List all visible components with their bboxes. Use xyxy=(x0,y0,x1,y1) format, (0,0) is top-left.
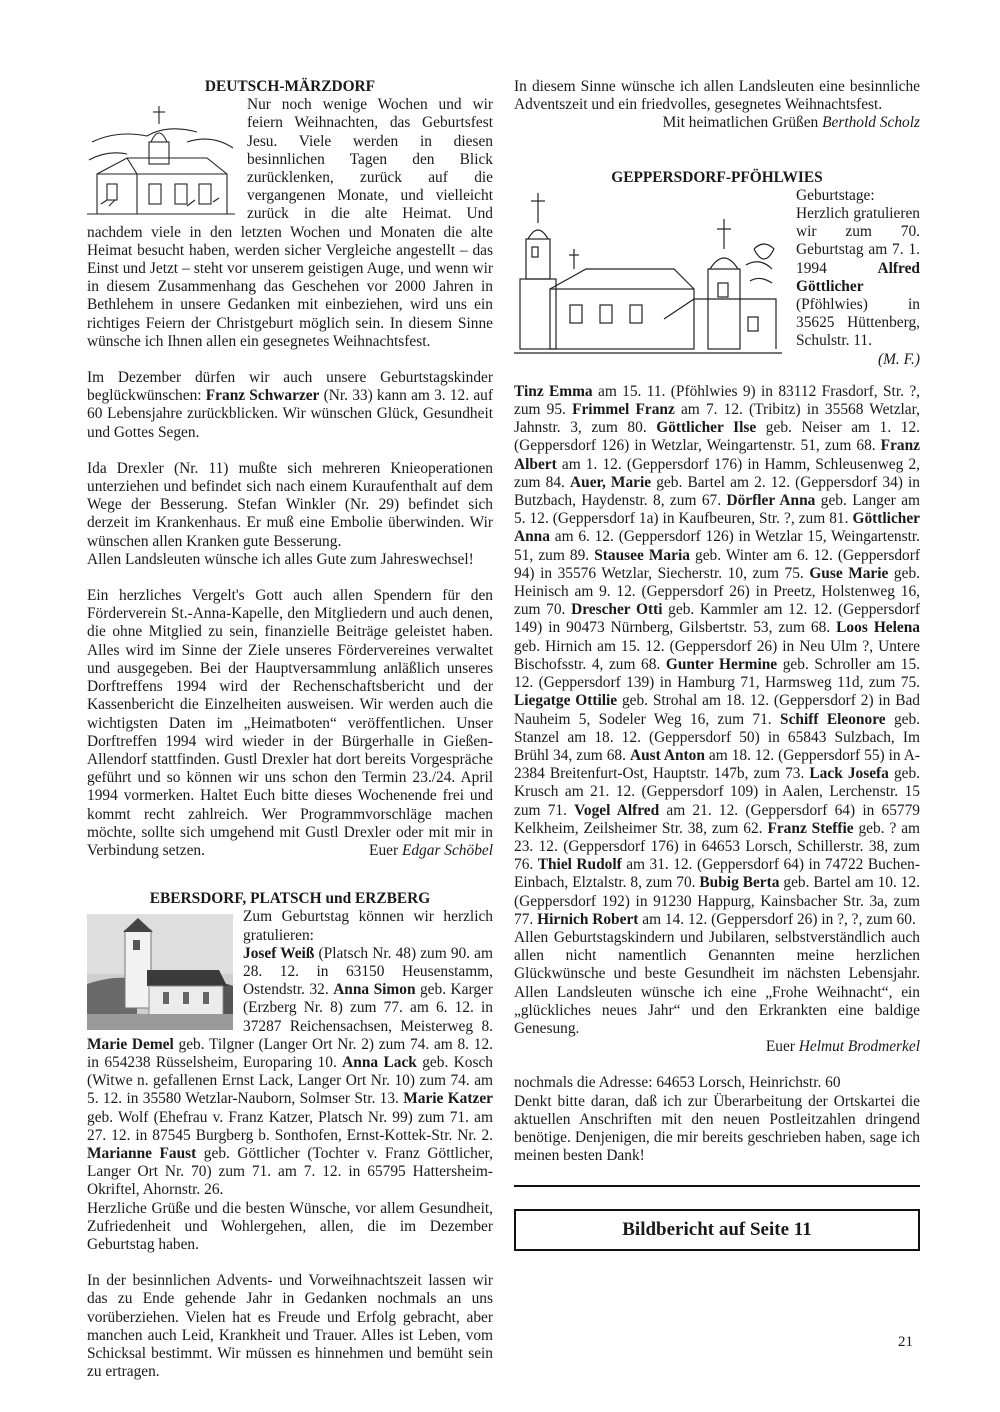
signature-name: Helmut Brodmerkel xyxy=(798,1038,920,1056)
signature-name: Edgar Schöbel xyxy=(401,841,493,859)
ebersdorf-signature: Mit heimatlichen Grüßen Berthold Scholz xyxy=(662,114,920,132)
geppersdorf-closing: Allen Geburtstagskindern und Jubilaren, selbstverständlich auch allen nicht namentlich Genannten meine herzlichen Glückwünsche und beste Gesundheit im nächsten Lebensjahr. Allen Landsleuten wünsche ich eine „Frohe Weihnacht“, ein „glückliches neues Jahr“ und den Erkrankten eine baldige Genesung. xyxy=(514,928,920,1037)
person-name: Anna Simon xyxy=(333,981,416,999)
person-name: Aust Anton xyxy=(629,746,705,764)
ebersdorf-birthday-list: Josef Weiß (Platsch Nr. 48) zum 90. am 28. 12. in 63150 Heusenstamm, Ostendstr. 32. Anna Simon geb. Karger (Erzberg Nr. 8) zum 77. am 6. 12. in 37287 Reichensachsen, Meisterweg 8. Marie Demel geb. Tilgner (Langer Ort Nr. 2) zum 74. am 8. 12. in 654238 Rüsselsheim, Europaring 10. Anna Lack geb. Kosch (Witwe n. gefallenen Ernst Lack, Langer Ort Nr. 10) zum 74. am 5. 12. in 35580 Wetzlar-Nauborn, Solmser Str. 13. Marie Katzer geb. Wolf (Ehefrau v. Franz Katzer, Platsch Nr. 99) zum 71. am 27. 12. in 87545 Burgberg b. Sonthofen, Ernst-Kottek-Str. Nr. 2. Marianne Faust geb. Göttlicher (Tochter v. Franz Göttlicher, Langer Ort Nr. 70) zum 71. am 7. 12. in 65795 Hattersheim-Okriftel, Ahornstr. 26. xyxy=(87,944,494,1199)
deutsch-intro-paragraph: Nur noch wenige Wochen und wir feiern Weihnachten, das Geburtsfest Jesu. Viele werden in diesen besinnlichen Tagen den Blick zurücklenken, zurück auf die vergangenen Monate, und vielleicht zurück in die alte Heimat. Und nachdem viele in den letzten Wochen und Monaten die alte Heimat besucht haben, werden sicher Vergleiche angestellt – das Einst und Jetzt – steht vor unserem geistigen Auge, und wenn wir in diesem Zusammenhang das Geschehen vor 2000 Jahren in Bethlehem in unsere Gedanken mit einbeziehen, wird uns ein richtiges Feiern der Christgeburt möglich sein. In diesem Sinne wünsche ich Ihnen allen ein gesegnetes Weihnachtsfest. xyxy=(87,96,493,350)
ebersdorf-advent-wishes: In diesem Sinne wünsche ich allen Landsleuten eine besinnliche Adventszeit und ein friedvolles, gesegnetes Weihnachtsfest. xyxy=(514,78,920,114)
divider xyxy=(514,1185,920,1187)
geppersdorf-intro: Geburtstage: Herzlich gratulieren wir zum 70. Geburtstag am 7. 1. 1994 Alfred Göttlicher (Pföhlwies) in 35625 Hüttenberg, Schulstr. 11. xyxy=(796,186,920,350)
person-name: Franz Schwarzer xyxy=(205,387,320,405)
page-number: 21 xyxy=(898,1334,913,1350)
person-name: Göttlicher Anna xyxy=(514,510,920,546)
geppersdorf-birthday-list: Tinz Emma am 15. 11. (Pföhlwies 9) in 83112 Frasdorf, Str. ?, zum 95. Frimmel Franz am 7. 12. (Tribitz) in 35568 Wetzlar, Jahnstr. 3, zum 80. Göttlicher Ilse geb. Neiser am 1. 12. (Geppersdorf 126) in Wetzlar, Weingartenstr. 51, zum 68. Franz Albert am 1. 12. (Geppersdorf 176) in Hamm, Schleusenweg 2, zum 84. Auer, Marie geb. Bartel am 2. 12. (Geppersdorf 34) in Butzbach, Haydenstr. 8, zum 67. Dörfler Anna geb. Langer am 5. 12. (Geppersdorf 1a) in Kaufbeuren, Str. ?, zum 81. Göttlicher Anna am 6. 12. (Geppersdorf 126) in Wetzlar 15, Weingartenstr. 51, zum 89. Stausee Maria geb. Winter am 6. 12. (Geppersdorf 94) in 35576 Wetzlar, Siecherstr. 10, zum 75. Guse Marie geb. Heinisch am 9. 12. (Geppersdorf 26) in Preetz, Holstenweg 16, zum 70. Drescher Otti geb. Kammler am 12. 12. (Geppersdorf 149) in 90473 Nürnberg, Gilsbertstr. 53, zum 68. Loos Helena geb. Hirnich am 15. 12. (Geppersdorf 26) in Neu Ulm ?, Untere Bischofsstr. 4, zum 68. Gunter Hermine geb. Schroller am 15. 12. (Geppersdorf 139) in Hamburg 71, Harmsweg 11d, zum 75. Liegatge Ottilie geb. Strohal am 18. 12. (Geppersdorf 2) in Bad Nauheim 5, Sodeler Weg 16, zum 71. Schiff Eleonore geb. Stanzel am 18. 12. (Geppersdorf 50) in 65843 Sulzbach, Im Brühl 34, zum 68. Aust Anton am 18. 12. (Geppersdorf 55) in A-2384 Breitenfurt-Ost, Hauptstr. 147b, zum 73. Lack Josefa geb. Krusch am 21. 12. (Geppersdorf 109) in Aalen, Lerchenstr. 15 zum 71. Vogel Alfred am 21. 12. (Geppersdorf 64) in 65779 Kelkheim, Zeilsheimer Str. 38, zum 62. Franz Steffie geb. ? am 23. 12. (Geppersdorf 176) in 64653 Lorsch, Schillerstr. 38, zum 76. Thiel Rudolf am 31. 12. (Geppersdorf 64) in 74722 Buchen-Einbach, Elztalstr. 8, zum 70. Bubig Berta geb. Bartel am 10. 12. (Geppersdorf 192) in 91230 Happurg, Kainsbacher Str. 3a, zum 77. Hirnich Robert am 14. 12. (Geppersdorf 26) in ?, ?, zum 60. xyxy=(514,382,921,928)
church-photo-image xyxy=(87,914,233,1030)
person-name: Guse Marie xyxy=(809,564,889,582)
person-name: Bubig Berta xyxy=(699,874,780,892)
signature-name: Berthold Scholz xyxy=(822,114,920,132)
person-name: Franz Albert xyxy=(514,437,920,473)
section-heading-geppersdorf: GEPPERSDORF-PFÖHLWIES xyxy=(611,168,823,186)
ebersdorf-closing: Herzliche Grüße und die besten Wünsche, vor allem Gesundheit, Zufriedenheit und Wohlergehen, allen, die im Dezember Geburtstag haben. xyxy=(87,1199,493,1253)
person-name: Hirnich Robert xyxy=(537,910,639,928)
person-name: Stausee Maria xyxy=(594,546,690,564)
person-name: Alfred Göttlicher xyxy=(796,259,920,295)
ebersdorf-advent-paragraph: In der besinnlichen Advents- und Vorweihnachtszeit lassen wir das zu Ende gehende Jahr in Gedanken nochmals an uns vorüberziehen. Vielen hat es Freude und Erfolg gebracht, aber manchen auch Leid, Krankheit und Trauer. Alles ist Leben, vom Schicksal bestimmt. Wir müssen es hinnehmen und bemüht sein zu ertragen. xyxy=(87,1272,493,1381)
person-name: Lack Josefa xyxy=(809,765,889,783)
person-name: Marie Katzer xyxy=(403,1090,493,1108)
village-sketch-image xyxy=(514,189,782,359)
geppersdorf-intro-signature: (M. F.) xyxy=(877,350,920,368)
person-name: Marie Demel xyxy=(87,1035,174,1053)
ebersdorf-intro: Zum Geburtstag können wir herzlich gratulieren: xyxy=(243,908,493,944)
person-name: Schiff Eleonore xyxy=(780,710,886,728)
person-name: Marianne Faust xyxy=(87,1144,197,1162)
person-name: Thiel Rudolf xyxy=(537,856,622,874)
section-heading-deutsch-maerzdorf: DEUTSCH-MÄRZDORF xyxy=(204,78,376,95)
person-name: Vogel Alfred xyxy=(574,801,660,819)
deutsch-foerderverein-paragraph: Ein herzliches Vergelt's Gott auch allen Spendern für den Förderverein St.-Anna-Kapelle, den Mitgliedern und auch denen, die ohne Mitglied zu sein, finanzielle Beiträge geleistet haben. Alles wird im Sinne der Ziele unseres Fördervereines verwaltet und ausgegeben. Bei der Hauptversammlung anläßlich unseres Dorftreffens 1994 wird der Rechenschaftsbericht und der Kassenbericht die Einzelheiten ausweisen. Wir werden auch die wichtigsten Daten im „Heimatboten“ veröffentlichen. Unser Dorftreffen 1994 wird wieder in der Bürgerhalle in Gießen-Allendorf stattfinden. Gustl Drexler hat dort bereits Vorgespräche geführt und so können wir uns schon den Termin 23./24. April 1994 vormerken. Haltet Euch bitte dieses Wochenende frei und kommt recht zahlreich. Wer Programmvorschläge machen möchte, sollte sich umgehend mit Gustl Drexler oder mit mir in Verbindung setzen. Euer Edgar Schöbel xyxy=(87,587,493,859)
geppersdorf-signature: Euer Helmut Brodmerkel xyxy=(765,1038,920,1056)
person-name: Tinz Emma xyxy=(514,382,593,400)
person-name: Anna Lack xyxy=(342,1053,417,1071)
right-column xyxy=(514,78,920,1251)
deutsch-birthday-paragraph: Im Dezember dürfen wir auch unsere Geburtstagskinder beglückwünschen: Franz Schwarzer (Nr. 33) kann am 3. 12. auf 60 Lebensjahre zurückblicken. Wir wünschen Glück, Gesundheit und Gottes Segen. xyxy=(87,369,493,441)
person-name: Loos Helena xyxy=(836,619,920,637)
bildbericht-box xyxy=(514,1209,920,1251)
person-name: Liegatge Ottilie xyxy=(514,692,618,710)
address-note: nochmals die Adresse: 64653 Lorsch, Heinrichstr. 60 xyxy=(514,1074,841,1092)
kartei-note: Denkt bitte daran, daß ich zur Überarbeitung der Ortskartei die aktuellen Anschriften mit den neuen Postleitzahlen dringend benötige. Denjenigen, die mir bereits geschrieben haben, sage ich meinen besten Dank! xyxy=(514,1092,920,1165)
person-name: Auer, Marie xyxy=(570,473,652,491)
church-sketch-image xyxy=(87,102,237,220)
person-name: Gunter Hermine xyxy=(665,655,778,673)
person-name: Josef Weiß xyxy=(243,944,315,962)
person-name: Dörfler Anna xyxy=(726,492,816,510)
person-name: Frimmel Franz xyxy=(572,401,675,419)
person-name: Drescher Otti xyxy=(571,601,663,619)
deutsch-health-paragraph: Ida Drexler (Nr. 11) mußte sich mehreren Knieoperationen unterziehen und befindet sich nach einem Kuraufenthalt auf dem Wege der Besserung. Stefan Winkler (Nr. 29) befindet sich derzeit im Krankenhaus. Er muß eine Embolie überwinden. Wir wünschen allen Kranken gute Besserung. xyxy=(87,459,493,550)
person-name: Franz Steffie xyxy=(767,819,854,837)
left-column xyxy=(87,78,493,1381)
bildbericht-label: Bildbericht auf Seite 11 xyxy=(622,1219,812,1241)
person-name: Göttlicher Ilse xyxy=(656,419,757,437)
section-heading-ebersdorf: EBERSDORF, PLATSCH und ERZBERG xyxy=(149,890,431,908)
deutsch-newyear-line: Allen Landsleuten wünsche ich alles Gute zum Jahreswechsel! xyxy=(87,550,474,568)
